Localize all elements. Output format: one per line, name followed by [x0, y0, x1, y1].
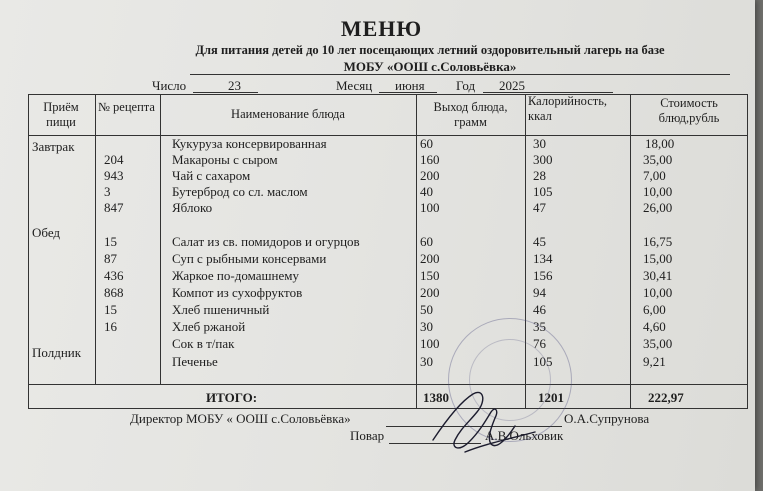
portion-value: 200 [420, 168, 440, 183]
header-portion: Выход блюда, грамм [433, 100, 508, 129]
cook-name: А.В.Ольховик [485, 428, 564, 443]
calories-value: 134 [533, 251, 553, 266]
recipe-number: 436 [104, 268, 124, 283]
portion-value: 200 [420, 251, 440, 266]
recipe-number: 943 [104, 168, 124, 183]
cost-value: 16,75 [643, 234, 673, 249]
table-bottom-border [28, 408, 748, 409]
director-label: Директор МОБУ « ООШ с.Соловьёвка» [130, 411, 351, 426]
cost-value: 35,00 [643, 336, 673, 351]
dish-name: Кукуруза консервированная [172, 136, 327, 151]
header-calories: Калорийность, ккал [528, 94, 608, 123]
dish-name: Макароны с сыром [172, 152, 278, 167]
recipe-number: 15 [104, 302, 117, 317]
dish-name: Печенье [172, 354, 218, 369]
recipe-number: 87 [104, 251, 117, 266]
totals-cost: 222,97 [648, 390, 684, 405]
page-title: МЕНЮ [340, 16, 423, 41]
calories-value: 30 [533, 136, 546, 151]
col-divider-recipe [160, 94, 161, 384]
dish-name: Салат из св. помидоров и огурцов [172, 234, 360, 249]
cost-value: 7,00 [643, 168, 666, 183]
table-right-border [747, 94, 748, 408]
cost-value: 9,21 [643, 354, 666, 369]
totals-calories: 1201 [538, 390, 564, 405]
calories-value: 28 [533, 168, 546, 183]
cost-value: 4,60 [643, 319, 666, 334]
calories-value: 105 [533, 184, 553, 199]
recipe-number: 868 [104, 285, 124, 300]
dish-name: Яблоко [172, 200, 213, 215]
dish-name: Хлеб ржаной [172, 319, 246, 334]
dish-name: Компот из сухофруктов [172, 285, 303, 300]
header-meal: Приём пищи [43, 100, 79, 129]
portion-value: 100 [420, 336, 440, 351]
col-divider-calories [630, 94, 631, 408]
subtitle-line-2: МОБУ «ООШ с.Соловьёвка» [343, 59, 517, 74]
portion-value: 100 [420, 200, 440, 215]
dish-name: Чай с сахаром [172, 168, 251, 183]
cost-value: 15,00 [643, 251, 673, 266]
dish-name: Жаркое по-домашнему [172, 268, 299, 283]
menu-table [28, 94, 748, 410]
portion-value: 150 [420, 268, 440, 283]
portion-value: 160 [420, 152, 440, 167]
month-value: июня [395, 78, 425, 93]
recipe-number: 847 [104, 200, 124, 215]
totals-portion: 1380 [423, 390, 449, 405]
cost-value: 6,00 [643, 302, 666, 317]
table-left-border [28, 94, 29, 408]
dish-name: Хлеб пшеничный [172, 302, 270, 317]
calories-value: 35 [533, 319, 546, 334]
portion-value: 40 [420, 184, 433, 199]
calories-value: 105 [533, 354, 553, 369]
subtitle-line-1: Для питания детей до 10 лет посещающих летний оздоровительный лагерь на базе [195, 43, 665, 57]
dish-name: Суп с рыбными консервами [172, 251, 327, 266]
header-recipe: № рецепта [98, 100, 155, 114]
col-divider-meal [95, 94, 96, 384]
calories-value: 156 [533, 268, 553, 283]
calories-value: 76 [533, 336, 546, 351]
calories-value: 45 [533, 234, 546, 249]
portion-value: 60 [420, 234, 433, 249]
meal-label-breakfast: Завтрак [32, 139, 75, 154]
day-value: 23 [228, 78, 241, 93]
col-divider-dish [416, 94, 417, 408]
dish-name: Бутерброд со сл. маслом [172, 184, 308, 199]
director-name: О.А.Супрунова [564, 411, 650, 426]
cook-label: Повар [350, 428, 385, 443]
recipe-number: 204 [104, 152, 124, 167]
cost-value: 26,00 [643, 200, 673, 215]
table-top-border [28, 94, 748, 95]
meal-label-snack: Полдник [32, 345, 82, 360]
calories-value: 94 [533, 285, 546, 300]
recipe-number: 15 [104, 234, 117, 249]
portion-value: 30 [420, 319, 433, 334]
header-cost: Стоимость блюд,рубль [658, 96, 720, 125]
cost-value: 10,00 [643, 184, 673, 199]
cost-value: 10,00 [643, 285, 673, 300]
portion-value: 50 [420, 302, 433, 317]
year-value: 2025 [499, 78, 525, 93]
day-underline [193, 92, 258, 93]
cost-value: 18,00 [645, 136, 675, 151]
portion-value: 60 [420, 136, 433, 151]
header-bottom-border [28, 135, 748, 136]
year-label: Год [456, 78, 476, 93]
subtitle-underline [190, 74, 730, 75]
portion-value: 30 [420, 354, 433, 369]
header-dish: Наименование блюда [231, 107, 345, 121]
cost-value: 35,00 [643, 152, 673, 167]
meal-label-lunch: Обед [32, 225, 61, 240]
totals-label: ИТОГО: [206, 390, 258, 405]
dish-name: Сок в т/пак [172, 336, 235, 351]
recipe-number: 16 [104, 319, 117, 334]
calories-value: 47 [533, 200, 546, 215]
calories-value: 300 [533, 152, 553, 167]
calories-value: 46 [533, 302, 546, 317]
handwritten-signature [425, 382, 545, 472]
totals-top-border [28, 384, 748, 385]
portion-value: 200 [420, 285, 440, 300]
recipe-number: 3 [104, 184, 111, 199]
month-label: Месяц [336, 78, 373, 93]
day-label: Число [152, 78, 187, 93]
cost-value: 30,41 [643, 268, 673, 283]
